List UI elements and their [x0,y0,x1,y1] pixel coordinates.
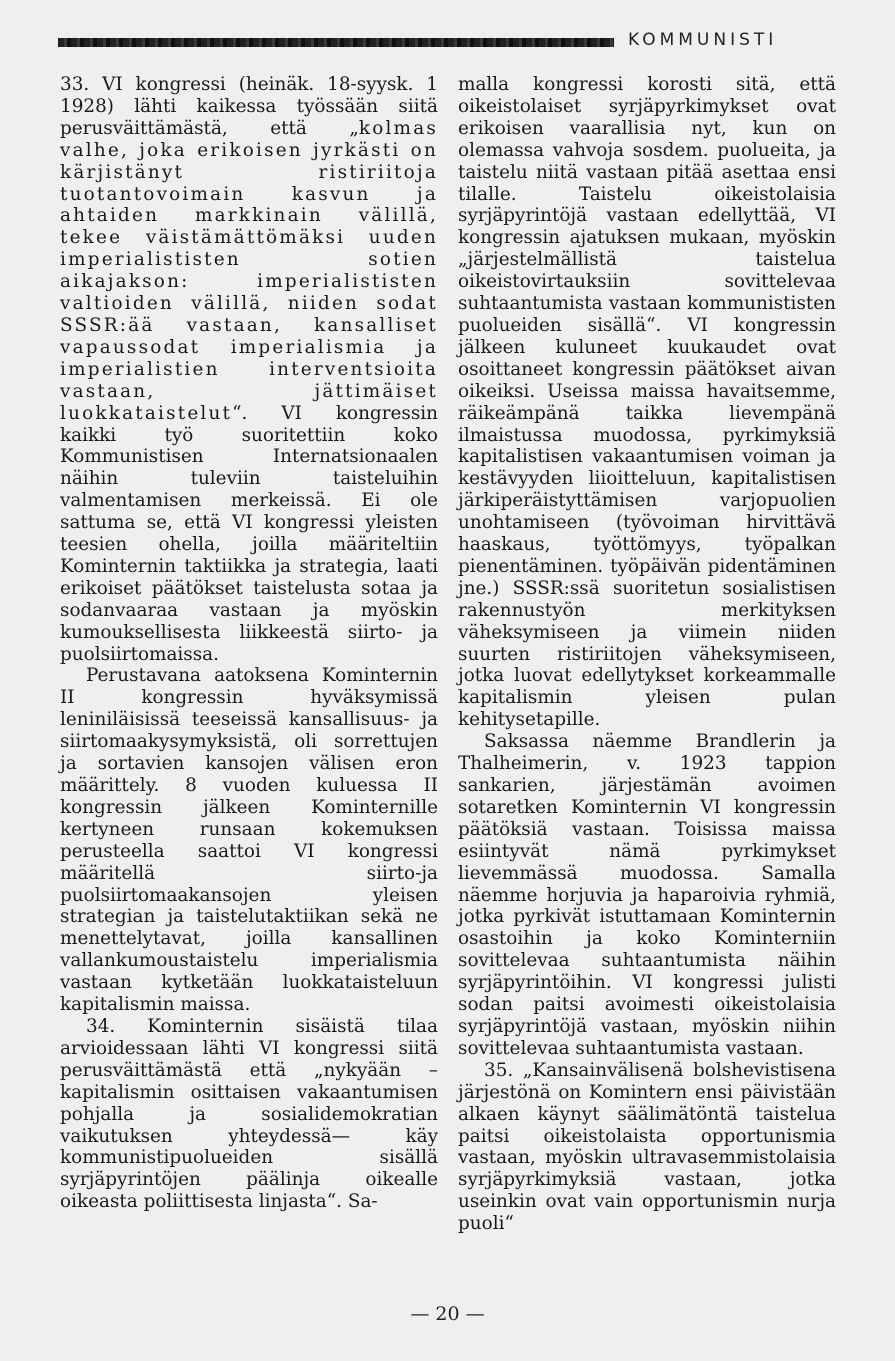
paragraph-34: 34. Kominternin sisäistä tilaa arvioidessaan lähti VI kongressi siitä perusväittämästä että „nykyään – kapitalismin osittaisen vakaantumisen pohjalla ja sosialidemokratian vaikutuksen yhteydessä— käy kommunistipuolueiden sisällä syrjäpyrintöjen päälinja oikealle oikeasta poliittisesta linjasta“. Sa- [60,1015,438,1213]
paragraph-33-rest: “. VI kongressin kaikki työ suoritettiin koko Kommunistisen Internatsionaalen näihin tuleviin taisteluihin valmentamisen merkeissä. Ei ole sattuma se, että VI kongressi yleisten teesien ohella, joilla määriteltiin Kominternin taktiikka ja strategia, laati erikoiset päätökset taistelusta sotaa ja sodanvaaraa vastaan ja myöskin kumouksellisesta liikkeestä siirto- ja puolsiirtomaissa. [60,402,438,665]
header-rule [58,38,614,47]
paragraph-33-quote: kolmas valhe, joka erikoisen jyrkästi on kärjistänyt ristiriitoja tuotantovoimain kasvun ja ahtaiden markkinain välillä, tekee väistämättömäksi uuden imperialististen sotien aikajakson: imperialististen valtioiden välillä, niiden sodat SSSR:ää vastaan, kansalliset vapaussodat imperialismia ja imperialistien interventsioita vastaan, jättimäiset luokkataistelut [60,117,438,424]
right-column [458,74,836,1235]
paragraph-35: 35. „Kansainvälisenä bolshevistisena järjestönä on Komintern ensi päivistään alkaen käynyt säälimätöntä taistelua paitsi oikeistolaista opportunismia vastaan, myöskin ultravasemmistolaisia syrjäpyrkimyksiä vastaan, jotka useinkin ovat vain opportunismin nurja puoli“ [458,1059,836,1235]
paragraph-33 [60,74,438,665]
running-head: KOMMUNISTI [628,30,778,50]
paragraph-germany: Saksassa näemme Brandlerin ja Thalheimerin, v. 1923 tappion sankarien, järjestämän avoimen sotaretken Kominternin VI kongressin päätöksiä vastaan. Toisissa maissa esiintyvät nämä pyrkimykset lievemmässä muodossa. Samalla näemme horjuvia ja haparoivia ryhmiä, jotka pyrkivät istuttamaan Kominternin osastoihin ja koko Kominterniin sovittelevaa suhtaantumista näihin syrjäpyrintöihin. VI kongressi julisti sodan paitsi avoimesti oikeistolaisia syrjäpyrintöjä vastaan, myöskin niihin sovittelevaa suhtaantumista vastaan. [458,731,836,1059]
paragraph-33-intro: 33. VI kongressi (heinäk. 18-syysk. 1 1928) lähti kaikessa työssään siitä perusväittämästä, että „ [60,74,438,139]
paragraph-34-continued: malla kongressi korosti sitä, että oikeistolaiset syrjäpyrkimykset ovat erikoisen vaarallisia nyt, kun on olemassa vahvoja sosdem. puolueita, ja taistelu niitä vastaan pitää asettaa ensi tilalle. Taistelu oikeistolaisia syrjäpyrintöjä vastaan edellyttää, VI kongressin ajatuksen mukaan, myöskin „järjestelmällistä taistelua oikeistovirtauksiin sovittelevaa suhtaantumista vastaan kommunististen puolueiden sisällä“. VI kongressin jälkeen kuluneet kuukaudet ovat osoittaneet kongressin päätökset aivan oikeiksi. Useissa maissa havaitsemme, räikeämpänä taikka lievempänä ilmaistussa muodossa, pyrkimyksiä kapitalistisen vakaantumisen voiman ja kestävyyden liioitteluun, kapitalistisen järkiperäistyttämisen varjopuolien unohtamiseen (työvoiman hirvittävä haaskaus, työttömyys, työpalkan pienentäminen. työpäivän pidentäminen jne.) SSSR:ssä suoritetun sosialistisen rakennustyön merkityksen väheksymiseen ja viimein niiden suurten ristiriitojen väheksymiseen, jotka luovat edellytykset korkeammalle kapitalismin yleisen pulan kehitysetapille. [458,74,836,731]
left-column [60,74,438,1213]
paragraph-colonial-question: Perustavana aatoksena Kominternin II kongressin hyväksymissä leniniläisissä teeseissä kansallisuus- ja siirtomaakysymyksistä, oli sorrettujen ja sortavien kansojen välisen eron määrittely. 8 vuoden kuluessa II kongressin jälkeen Kominternille kertyneen runsaan kokemuksen perusteella saattoi VI kongressi määritellä siirto-ja puolsiirtomaakansojen yleisen strategian ja taistelutaktiikan sekä ne menettelytavat, joilla kansallinen vallankumoustaistelu imperialismia vastaan kytketään luokkataisteluun kapitalismin maissa. [60,665,438,1016]
page-number: — 20 — [410,1303,485,1325]
